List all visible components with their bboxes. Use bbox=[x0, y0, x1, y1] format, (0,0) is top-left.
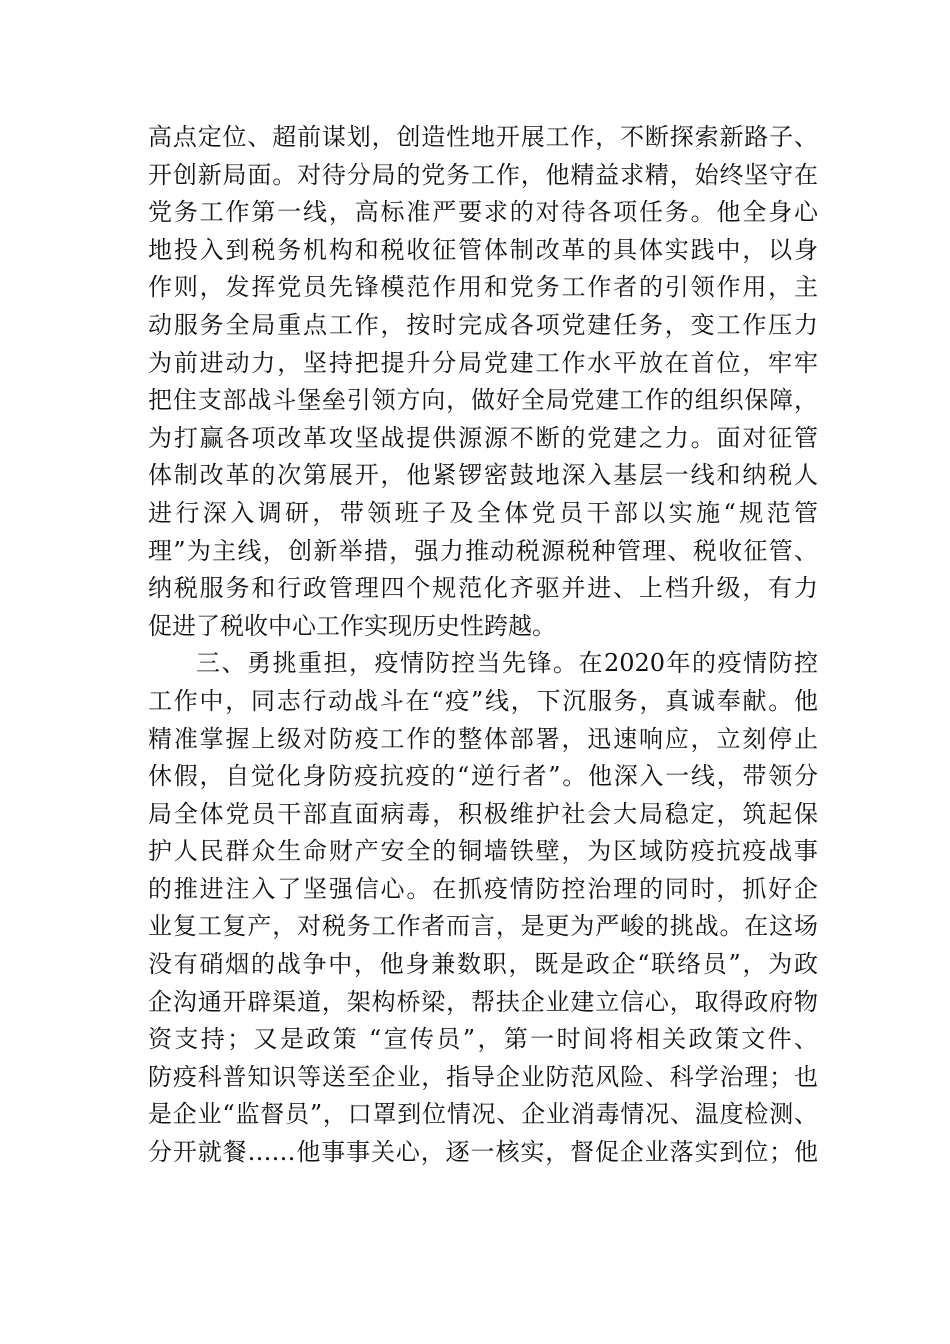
text-line: 企沟通开辟渠道，架构桥梁，帮扶企业建立信心，取得政府物 bbox=[148, 987, 818, 1016]
text-line: 护人民群众生命财产安全的铜墙铁壁，为区域防疫抗疫战事 bbox=[148, 837, 818, 866]
text-line: 党务工作第一线，高标准严要求的对待各项任务。他全身心 bbox=[148, 198, 818, 227]
text-line: 高点定位、超前谋划，创造性地开展工作，不断探索新路子、 bbox=[148, 123, 818, 151]
body-text bbox=[148, 119, 818, 1172]
text-line: 资支持；又是政策 “宣传员”，第一时间将相关政策文件、 bbox=[148, 1025, 818, 1054]
text-line: 业复工复产，对税务工作者而言，是更为严峻的挑战。在这场 bbox=[148, 912, 818, 941]
text-line: 把住支部战斗堡垒引领方向，做好全局党建工作的组织保障， bbox=[148, 386, 818, 415]
text-line: 精准掌握上级对防疫工作的整体部署，迅速响应，立刻停止 bbox=[148, 724, 818, 753]
text-line: 没有硝烟的战争中，他身兼数职，既是政企“联络员”，为政 bbox=[148, 950, 818, 979]
section-heading-line: 三、勇挑重担，疫情防控当先锋。在2020年的疫情防控 bbox=[196, 649, 818, 678]
text-line: 进行深入调研，带领班子及全体党员干部以实施“规范管 bbox=[148, 498, 818, 527]
text-line: 防疫科普知识等送至企业，指导企业防范风险、科学治理；也 bbox=[148, 1062, 818, 1091]
text-line: 纳税服务和行政管理四个规范化齐驱并进、上档升级，有力 bbox=[148, 574, 818, 603]
text-line: 地投入到税务机构和税收征管体制改革的具体实践中，以身 bbox=[148, 235, 818, 264]
text-line: 动服务全局重点工作，按时完成各项党建任务，变工作压力 bbox=[148, 310, 818, 339]
text-line: 体制改革的次第展开，他紧锣密鼓地深入基层一线和纳税人 bbox=[148, 461, 818, 490]
text-line: 工作中，同志行动战斗在“疫”线，下沉服务，真诚奉献。他 bbox=[148, 686, 818, 715]
text-line: 开创新局面。对待分局的党务工作，他精益求精，始终坚守在 bbox=[148, 160, 818, 189]
text-line: 作则，发挥党员先锋模范作用和党务工作者的引领作用，主 bbox=[148, 273, 818, 302]
text-line: 的推进注入了坚强信心。在抓疫情防控治理的同时，抓好企 bbox=[148, 874, 818, 903]
text-line: 是企业“监督员”，口罩到位情况、企业消毒情况、温度检测、 bbox=[148, 1100, 818, 1129]
text-line: 理”为主线，创新举措，强力推动税源税种管理、税收征管、 bbox=[148, 536, 818, 565]
text-line: 局全体党员干部直面病毒，积极维护社会大局稳定，筑起保 bbox=[148, 799, 818, 828]
text-line: 休假，自觉化身防疫抗疫的“逆行者”。他深入一线，带领分 bbox=[148, 762, 818, 791]
text-line: 为前进动力，坚持把提升分局党建工作水平放在首位，牢牢 bbox=[148, 348, 818, 377]
text-line: 分开就餐……他事事关心，逐一核实，督促企业落实到位；他 bbox=[148, 1138, 818, 1167]
text-line: 促进了税收中心工作实现历史性跨越。 bbox=[148, 611, 556, 640]
text-line: 为打赢各项改革攻坚战提供源源不断的党建之力。面对征管 bbox=[148, 423, 818, 452]
